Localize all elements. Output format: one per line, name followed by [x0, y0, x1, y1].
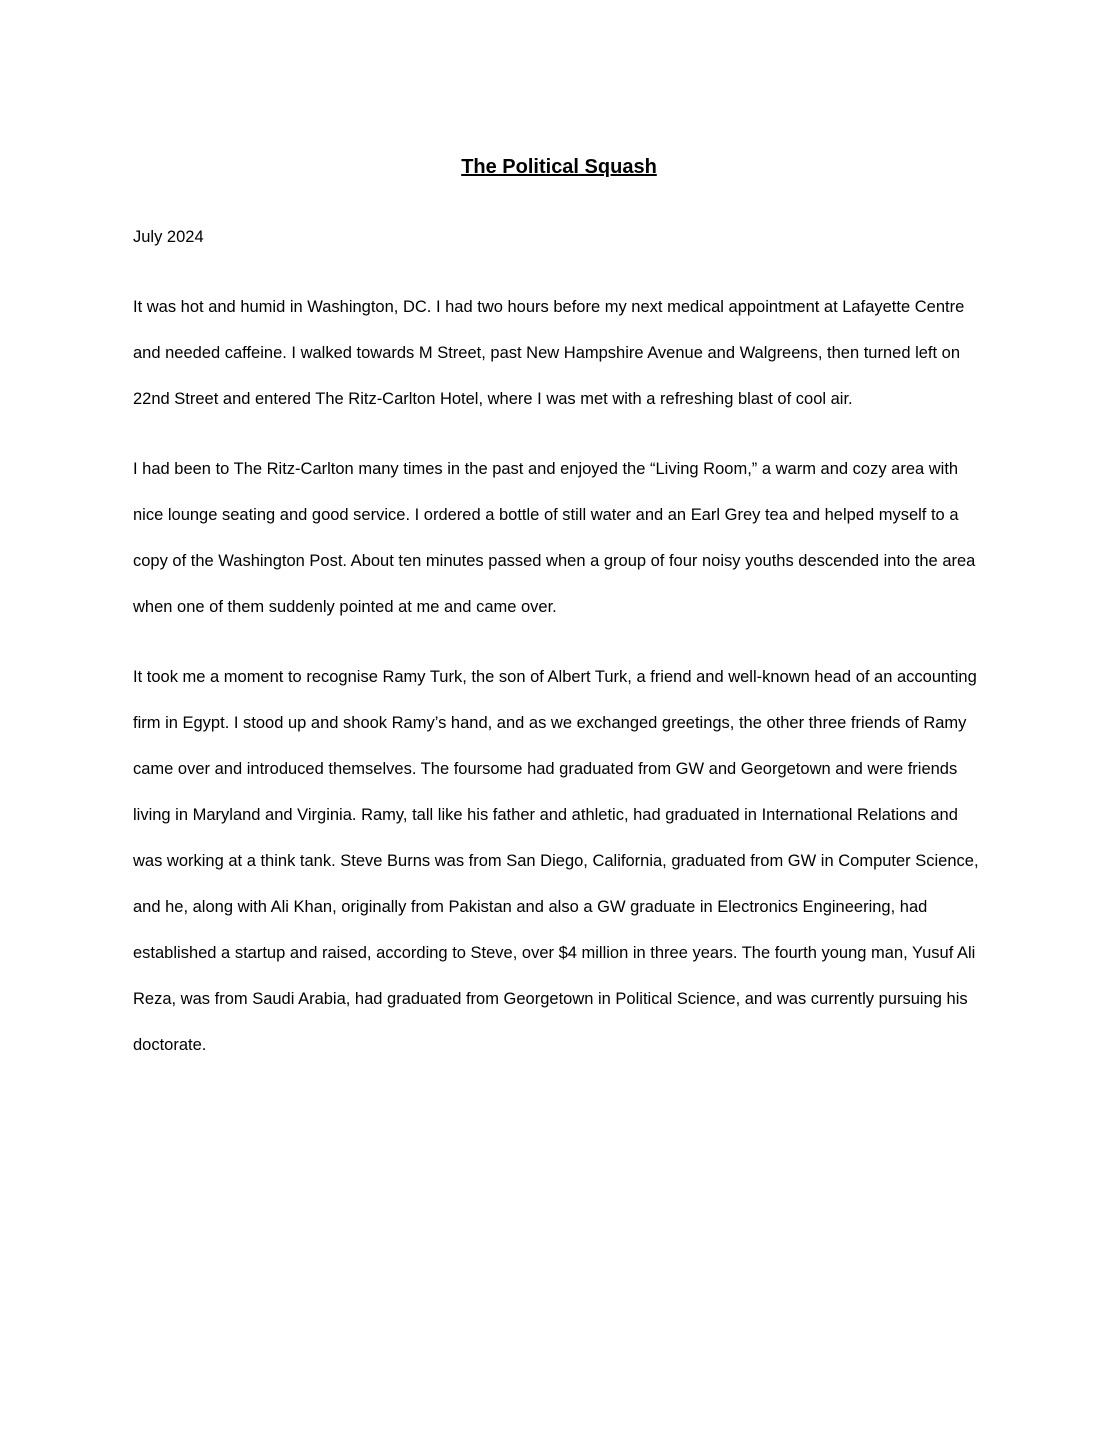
paragraph-2: I had been to The Ritz-Carlton many times in the past and enjoyed the “Living Room,” a warm and cozy area with nice lounge seating and good service. I ordered a bottle of still water and an Earl Grey tea and helped myself to a copy of the Washington Post. About ten minutes passed when a group of four noisy youths descended into the area when one of them suddenly pointed at me and came over.: [133, 460, 976, 616]
document-date: July 2024: [133, 228, 204, 246]
paragraph-1: It was hot and humid in Washington, DC. I had two hours before my next medical appointment at Lafayette Centre and needed caffeine. I walked towards M Street, past New Hampshire Avenue and Walgreens, then turned left on 22nd Street and entered The Ritz-Carlton Hotel, where I was met with a refreshing blast of cool air.: [133, 298, 965, 408]
paragraph-3: It took me a moment to recognise Ramy Turk, the son of Albert Turk, a friend and well-known head of an accounting firm in Egypt. I stood up and shook Ramy’s hand, and as we exchanged greetings, the other three friends of Ramy came over and introduced themselves. The foursome had graduated from GW and Georgetown and were friends living in Maryland and Virginia. Ramy, tall like his father and athletic, had graduated in International Relations and was working at a think tank. Steve Burns was from San Diego, California, graduated from GW in Computer Science, and he, along with Ali Khan, originally from Pakistan and also a GW graduate in Electronics Engineering, had established a startup and raised, according to Steve, over $4 million in three years. The fourth young man, Yusuf Ali Reza, was from Saudi Arabia, had graduated from Georgetown in Political Science, and was currently pursuing his doctorate.: [133, 668, 979, 1054]
document-title: The Political Squash: [461, 156, 657, 178]
